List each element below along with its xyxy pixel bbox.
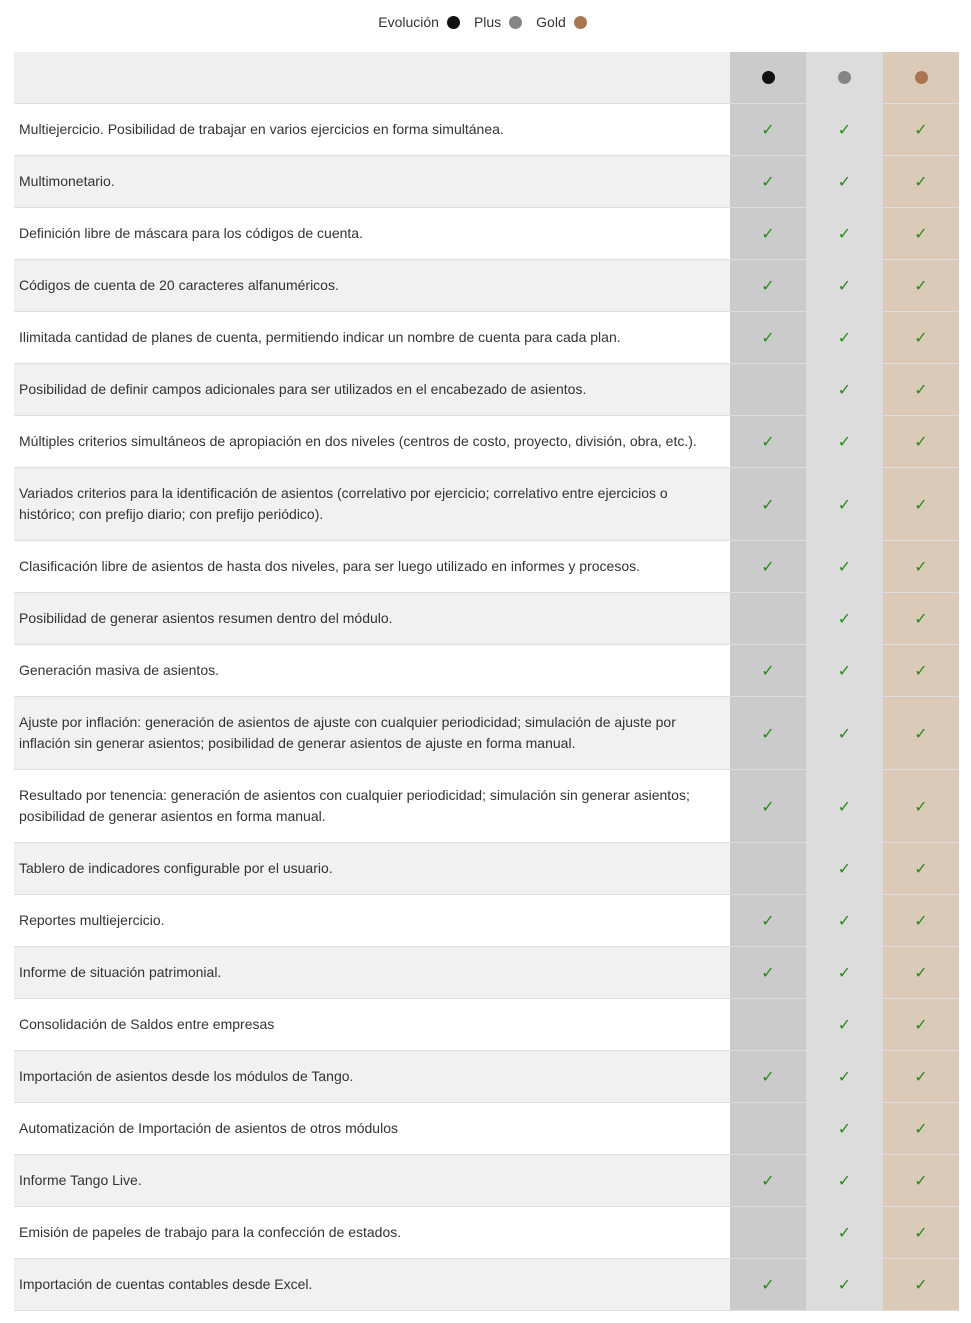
checkmark-icon: ✓: [914, 796, 928, 816]
checkmark-icon: ✓: [761, 911, 775, 930]
checkmark-icon: ✓: [837, 1171, 852, 1190]
cell-gold: [883, 468, 959, 540]
feature-description: Ajuste por inflación: generación de asientos de ajuste con cualquier periodicidad; simulación de ajuste por inflación sin generar asientos; posibilidad de generar asientos de ajuste en forma manual.: [14, 697, 730, 769]
checkmark-icon: ✓: [761, 963, 775, 982]
cell-gold: [883, 999, 959, 1050]
header-plus: [806, 52, 883, 103]
feature-description: Consolidación de Saldos entre empresas: [19, 1016, 275, 1032]
gray-dot-icon: [838, 71, 851, 84]
checkmark-icon: ✓: [837, 1275, 852, 1294]
checkmark-icon: ✓: [837, 557, 852, 576]
table-row: [14, 999, 959, 1051]
checkmark-icon: ✓: [837, 1223, 852, 1242]
feature-description: Definición libre de máscara para los códigos de cuenta.: [19, 225, 363, 241]
checkmark-icon: ✓: [837, 1015, 852, 1034]
checkmark-icon: ✓: [837, 796, 852, 816]
feature-description: Tablero de indicadores configurable por el usuario.: [14, 843, 730, 894]
cell-plus: [806, 770, 883, 842]
feature-description: Automatización de Importación de asientos de otros módulos: [19, 1120, 398, 1136]
cell-gold: [883, 947, 959, 998]
table-row: [14, 770, 959, 843]
checkmark-icon: ✓: [837, 911, 852, 930]
checkmark-icon: ✓: [837, 661, 852, 680]
cell-evolucion: [730, 312, 806, 363]
feature-description: Importación de asientos desde los módulos de Tango.: [14, 1051, 730, 1102]
checkmark-icon: ✓: [914, 432, 928, 451]
checkmark-icon: ✓: [914, 609, 928, 628]
feature-description: Informe Tango Live.: [14, 1155, 730, 1206]
table-row: [14, 541, 959, 593]
cell-plus: [806, 947, 883, 998]
checkmark-icon: ✓: [837, 120, 852, 139]
cell-plus: [806, 697, 883, 769]
cell-evolucion: [730, 1207, 806, 1258]
checkmark-icon: ✓: [761, 172, 775, 191]
cell-evolucion: [730, 260, 806, 311]
cell-plus: [806, 416, 883, 467]
checkmark-icon: ✓: [837, 432, 852, 451]
checkmark-icon: ✓: [837, 494, 852, 514]
checkmark-icon: ✓: [914, 661, 928, 680]
cell-plus: [806, 895, 883, 946]
checkmark-icon: ✓: [914, 557, 928, 576]
comparison-table: [14, 52, 959, 1311]
checkmark-icon: ✓: [761, 557, 775, 576]
cell-gold: [883, 208, 959, 259]
cell-gold: [883, 1207, 959, 1258]
cell-plus: [806, 104, 883, 155]
cell-gold: [883, 1051, 959, 1102]
feature-description: Resultado por tenencia: generación de asientos con cualquier periodicidad; simulación sin generar asientos; posibilidad de generar asientos en forma manual.: [19, 787, 690, 824]
cell-plus: [806, 468, 883, 540]
cell-evolucion: [730, 416, 806, 467]
cell-plus: [806, 1103, 883, 1154]
legend-label: Plus: [473, 14, 502, 30]
feature-description: Posibilidad de generar asientos resumen dentro del módulo.: [14, 593, 730, 644]
feature-description: Variados criterios para la identificación de asientos (correlativo por ejercicio; correlativo entre ejercicios o histórico; con prefijo diario; con prefijo periódico).: [14, 468, 730, 540]
checkmark-icon: ✓: [914, 172, 928, 191]
checkmark-icon: ✓: [837, 723, 852, 743]
cell-plus: [806, 1155, 883, 1206]
table-row: [14, 843, 959, 895]
checkmark-icon: ✓: [761, 1067, 775, 1086]
cell-gold: [883, 593, 959, 644]
cell-gold: [883, 541, 959, 592]
cell-evolucion: [730, 364, 806, 415]
checkmark-icon: ✓: [761, 494, 775, 514]
cell-gold: [883, 1155, 959, 1206]
cell-evolucion: [730, 1155, 806, 1206]
feature-description: Importación de cuentas contables desde Excel.: [14, 1259, 730, 1310]
feature-description: Clasificación libre de asientos de hasta dos niveles, para ser luego utilizado en informes y procesos.: [19, 558, 641, 574]
feature-description: Múltiples criterios simultáneos de apropiación en dos niveles (centros de costo, proyecto, división, obra, etc.).: [19, 433, 697, 449]
checkmark-icon: ✓: [914, 911, 928, 930]
checkmark-icon: ✓: [837, 276, 852, 295]
table-row: [14, 895, 959, 947]
cell-evolucion: [730, 895, 806, 946]
checkmark-icon: ✓: [761, 432, 775, 451]
legend-item-evolucion: [378, 14, 466, 30]
table-row: [14, 416, 959, 468]
checkmark-icon: ✓: [761, 723, 775, 743]
cell-evolucion: [730, 947, 806, 998]
cell-evolucion: [730, 156, 806, 207]
feature-description: Informe de situación patrimonial.: [14, 947, 730, 998]
feature-description: Multimonetario.: [14, 156, 730, 207]
checkmark-icon: ✓: [914, 276, 928, 295]
cell-gold: [883, 843, 959, 894]
feature-description: Posibilidad de definir campos adicionales para ser utilizados en el encabezado de asientos.: [14, 364, 730, 415]
checkmark-icon: ✓: [761, 276, 775, 295]
header-feature-cell: [14, 52, 730, 103]
legend-item-plus: [474, 14, 528, 30]
cell-plus: [806, 208, 883, 259]
cell-plus: [806, 312, 883, 363]
checkmark-icon: ✓: [761, 120, 775, 139]
checkmark-icon: ✓: [837, 380, 852, 399]
table-header-row: [14, 52, 959, 104]
cell-evolucion: [730, 1103, 806, 1154]
cell-plus: [806, 593, 883, 644]
cell-gold: [883, 104, 959, 155]
table-row: [14, 468, 959, 541]
checkmark-icon: ✓: [761, 224, 775, 243]
table-row: [14, 947, 959, 999]
cell-evolucion: [730, 208, 806, 259]
cell-gold: [883, 645, 959, 696]
checkmark-icon: ✓: [837, 609, 852, 628]
checkmark-icon: ✓: [761, 796, 775, 816]
plan-legend: [0, 12, 971, 32]
cell-gold: [883, 260, 959, 311]
cell-gold: [883, 1103, 959, 1154]
cell-plus: [806, 364, 883, 415]
cell-evolucion: [730, 843, 806, 894]
cell-plus: [806, 541, 883, 592]
checkmark-icon: ✓: [914, 1119, 928, 1138]
table-row: [14, 104, 959, 156]
checkmark-icon: ✓: [761, 1275, 775, 1294]
checkmark-icon: ✓: [837, 1067, 852, 1086]
table-row: [14, 260, 959, 312]
table-row: [14, 1207, 959, 1259]
checkmark-icon: ✓: [837, 224, 852, 243]
cell-evolucion: [730, 1051, 806, 1102]
checkmark-icon: ✓: [914, 380, 928, 399]
cell-evolucion: [730, 999, 806, 1050]
header-gold: [883, 52, 959, 103]
header-evolucion: [730, 52, 806, 103]
cell-evolucion: [730, 468, 806, 540]
cell-plus: [806, 645, 883, 696]
checkmark-icon: ✓: [837, 172, 852, 191]
checkmark-icon: ✓: [914, 859, 928, 878]
checkmark-icon: ✓: [914, 963, 928, 982]
cell-evolucion: [730, 104, 806, 155]
cell-gold: [883, 1259, 959, 1310]
gold-dot-icon: [574, 16, 587, 29]
checkmark-icon: ✓: [914, 224, 928, 243]
checkmark-icon: ✓: [837, 328, 852, 347]
table-body: [14, 104, 959, 1311]
cell-gold: [883, 364, 959, 415]
table-row: [14, 1155, 959, 1207]
table-row: [14, 364, 959, 416]
cell-plus: [806, 1051, 883, 1102]
checkmark-icon: ✓: [914, 1275, 928, 1294]
table-row: [14, 208, 959, 260]
legend-item-gold: [536, 14, 593, 30]
cell-gold: [883, 895, 959, 946]
cell-plus: [806, 1259, 883, 1310]
table-row: [14, 312, 959, 364]
feature-description: Ilimitada cantidad de planes de cuenta, permitiendo indicar un nombre de cuenta para cada plan.: [19, 329, 621, 345]
cell-evolucion: [730, 593, 806, 644]
checkmark-icon: ✓: [837, 963, 852, 982]
table-row: [14, 156, 959, 208]
checkmark-icon: ✓: [914, 1171, 928, 1190]
checkmark-icon: ✓: [837, 1119, 852, 1138]
cell-gold: [883, 697, 959, 769]
checkmark-icon: ✓: [761, 661, 775, 680]
cell-plus: [806, 999, 883, 1050]
gray-dot-icon: [509, 16, 522, 29]
legend-label: Evolución: [378, 14, 439, 30]
cell-evolucion: [730, 770, 806, 842]
cell-gold: [883, 156, 959, 207]
table-row: [14, 1259, 959, 1311]
checkmark-icon: ✓: [837, 859, 852, 878]
black-dot-icon: [762, 71, 775, 84]
table-row: [14, 1051, 959, 1103]
table-row: [14, 697, 959, 770]
feature-description: Generación masiva de asientos.: [19, 662, 219, 678]
legend-label: Gold: [536, 14, 566, 30]
feature-description: Códigos de cuenta de 20 caracteres alfanuméricos.: [14, 260, 730, 311]
feature-description: Emisión de papeles de trabajo para la confección de estados.: [19, 1224, 402, 1240]
cell-evolucion: [730, 541, 806, 592]
checkmark-icon: ✓: [914, 494, 928, 514]
black-dot-icon: [447, 16, 460, 29]
checkmark-icon: ✓: [761, 328, 775, 347]
cell-plus: [806, 156, 883, 207]
checkmark-icon: ✓: [914, 1015, 928, 1034]
checkmark-icon: ✓: [761, 1171, 775, 1190]
cell-evolucion: [730, 1259, 806, 1310]
checkmark-icon: ✓: [914, 328, 928, 347]
checkmark-icon: ✓: [914, 1067, 928, 1086]
cell-evolucion: [730, 697, 806, 769]
checkmark-icon: ✓: [914, 723, 928, 743]
checkmark-icon: ✓: [914, 120, 928, 139]
table-row: [14, 593, 959, 645]
table-row: [14, 645, 959, 697]
feature-description: Reportes multiejercicio.: [19, 912, 165, 928]
cell-evolucion: [730, 645, 806, 696]
cell-gold: [883, 770, 959, 842]
checkmark-icon: ✓: [914, 1223, 928, 1242]
cell-gold: [883, 312, 959, 363]
gold-dot-icon: [915, 71, 928, 84]
cell-gold: [883, 416, 959, 467]
cell-plus: [806, 843, 883, 894]
table-row: [14, 1103, 959, 1155]
cell-plus: [806, 1207, 883, 1258]
feature-description: Multiejercicio. Posibilidad de trabajar en varios ejercicios en forma simultánea.: [19, 121, 504, 137]
cell-plus: [806, 260, 883, 311]
